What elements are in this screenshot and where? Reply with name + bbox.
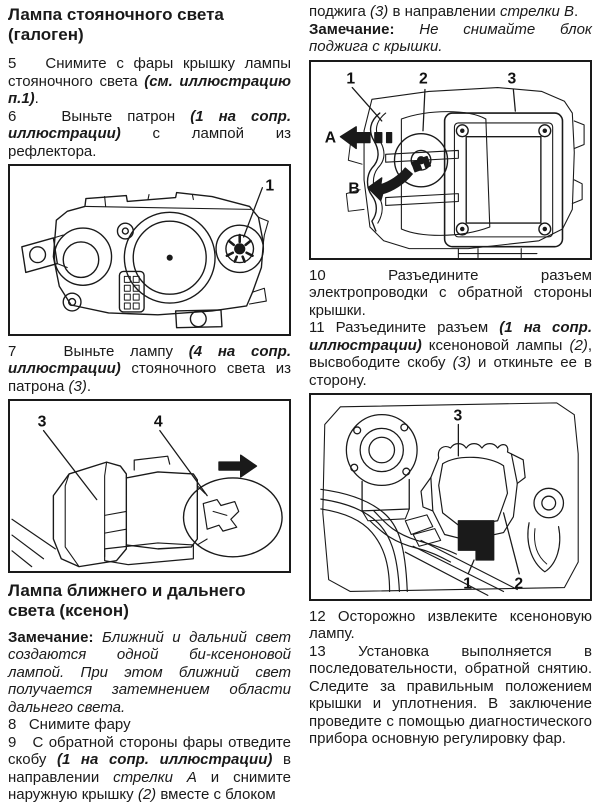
figure-parking-bulb-holder bbox=[8, 399, 291, 573]
callout-3: 3 bbox=[453, 408, 463, 426]
text-run: 5 Снимите с фары крышку лампы стояночного света bbox=[8, 55, 291, 90]
text-run: 6 Выньте патрон bbox=[8, 107, 191, 125]
text-run: 9 С обратной стороны фары отведите скобу bbox=[8, 733, 291, 769]
callout-2: 2 bbox=[419, 70, 428, 88]
text-run: . bbox=[574, 3, 579, 20]
text-run: (1 на сопр. иллюстрации) bbox=[309, 319, 592, 354]
text-run: (1 на сопр. иллюстрации) bbox=[56, 751, 273, 769]
text-run: поджига bbox=[309, 3, 370, 20]
callout-2: 2 bbox=[514, 575, 524, 593]
arrow-b-label: B bbox=[348, 180, 360, 198]
text-run: в направлении bbox=[8, 751, 291, 786]
text-run: вместе с блоком bbox=[156, 786, 276, 804]
step-13-text bbox=[309, 643, 592, 748]
callout-1: 1 bbox=[265, 177, 275, 195]
figure-headlamp-rear-xenon-cover bbox=[309, 60, 592, 260]
text-run: Ближний и дальний свет создаются одной би-ксеноновой лампой. При этом ближний свет получается затемнением области дальнего света. bbox=[8, 628, 291, 716]
text-run: (2) bbox=[137, 786, 157, 804]
note-bi-xenon bbox=[8, 629, 291, 717]
text-run: ксеноновой лампы bbox=[421, 336, 570, 354]
callout-4: 4 bbox=[153, 413, 163, 431]
text-run: 11 Разъедините разъем bbox=[309, 319, 500, 337]
text-run: стрелки А bbox=[113, 768, 197, 786]
right-column bbox=[309, 3, 592, 804]
text-run: 8 Снимите фару bbox=[8, 716, 131, 734]
step-6-text bbox=[8, 108, 291, 161]
callout-1: 1 bbox=[346, 70, 356, 88]
text-run: 10 Разъедините разъем электропроводки с обратной стороны крышки. bbox=[309, 266, 592, 319]
arrow-a-icon bbox=[340, 126, 369, 148]
text-run: с лампой из рефлектора. bbox=[8, 125, 291, 160]
text-run: (3) bbox=[452, 354, 471, 372]
text-run: стояночного света из патрона bbox=[8, 360, 291, 395]
text-run: и снимите наружную крышку bbox=[8, 768, 291, 804]
step-10-text bbox=[309, 267, 592, 320]
text-run: (см. иллюстрацию п.1) bbox=[8, 72, 291, 107]
step-9-continuation bbox=[309, 3, 592, 21]
text-run: . bbox=[86, 377, 91, 395]
headlamp-rear-drawing bbox=[10, 166, 289, 334]
xenon-cover-drawing bbox=[311, 62, 590, 258]
callout-3: 3 bbox=[507, 70, 517, 88]
xenon-wiring-drawing bbox=[311, 395, 590, 598]
left-column bbox=[8, 3, 291, 804]
arrow-a-label: A bbox=[324, 129, 337, 147]
figure-headlamp-rear-halogen bbox=[8, 164, 291, 336]
callout-3: 3 bbox=[37, 413, 47, 431]
heading-low-high-beam-xenon: Лампа ближнего и дальнего света (ксенон) bbox=[8, 580, 246, 620]
figure-xenon-lamp-wiring bbox=[309, 393, 592, 600]
callout-1: 1 bbox=[463, 575, 473, 593]
text-run: (4 на сопр. иллюстрации) bbox=[8, 342, 291, 378]
text-run: Замечание: bbox=[309, 20, 420, 38]
heading-parking-lamp-halogen: Лампа стояночного света (галоген) bbox=[8, 5, 224, 44]
text-run: и откиньте ее в сторону. bbox=[309, 354, 593, 389]
text-run: Замечание: bbox=[8, 628, 102, 646]
step-8-text bbox=[8, 716, 291, 734]
text-run: Не снимайте блок поджига с крышки. bbox=[309, 20, 592, 55]
step-7-text bbox=[8, 343, 291, 396]
text-run: , высвободите скобу bbox=[309, 336, 592, 372]
direction-arrow-icon bbox=[219, 455, 256, 477]
step-12-text bbox=[309, 608, 592, 643]
text-run: 12 Осторожно извлеките ксеноновую лампу. bbox=[309, 607, 592, 643]
step-5-text bbox=[8, 55, 291, 108]
text-run: 13 Установка выполняется в последовательности, обратной снятию. Следите за правильным положением крышки и уплотнения. В заключение проведите с помощью диагностического прибора основную регулировку фар. bbox=[309, 642, 592, 748]
text-run: стрелки В bbox=[499, 3, 575, 20]
note-do-not-remove-ignition-block bbox=[309, 21, 592, 56]
text-run: в направлении bbox=[388, 3, 500, 20]
text-run: (2) bbox=[569, 336, 588, 354]
bulb-holder-drawing bbox=[10, 401, 289, 571]
text-run: (3) bbox=[369, 3, 389, 20]
step-9-text bbox=[8, 734, 291, 804]
text-run: 7 Выньте лампу bbox=[8, 342, 189, 360]
text-run: . bbox=[34, 90, 39, 107]
step-11-text bbox=[309, 319, 592, 389]
text-run: (3) bbox=[68, 377, 87, 395]
text-run: (1 на сопр. иллюстрации) bbox=[8, 107, 291, 142]
